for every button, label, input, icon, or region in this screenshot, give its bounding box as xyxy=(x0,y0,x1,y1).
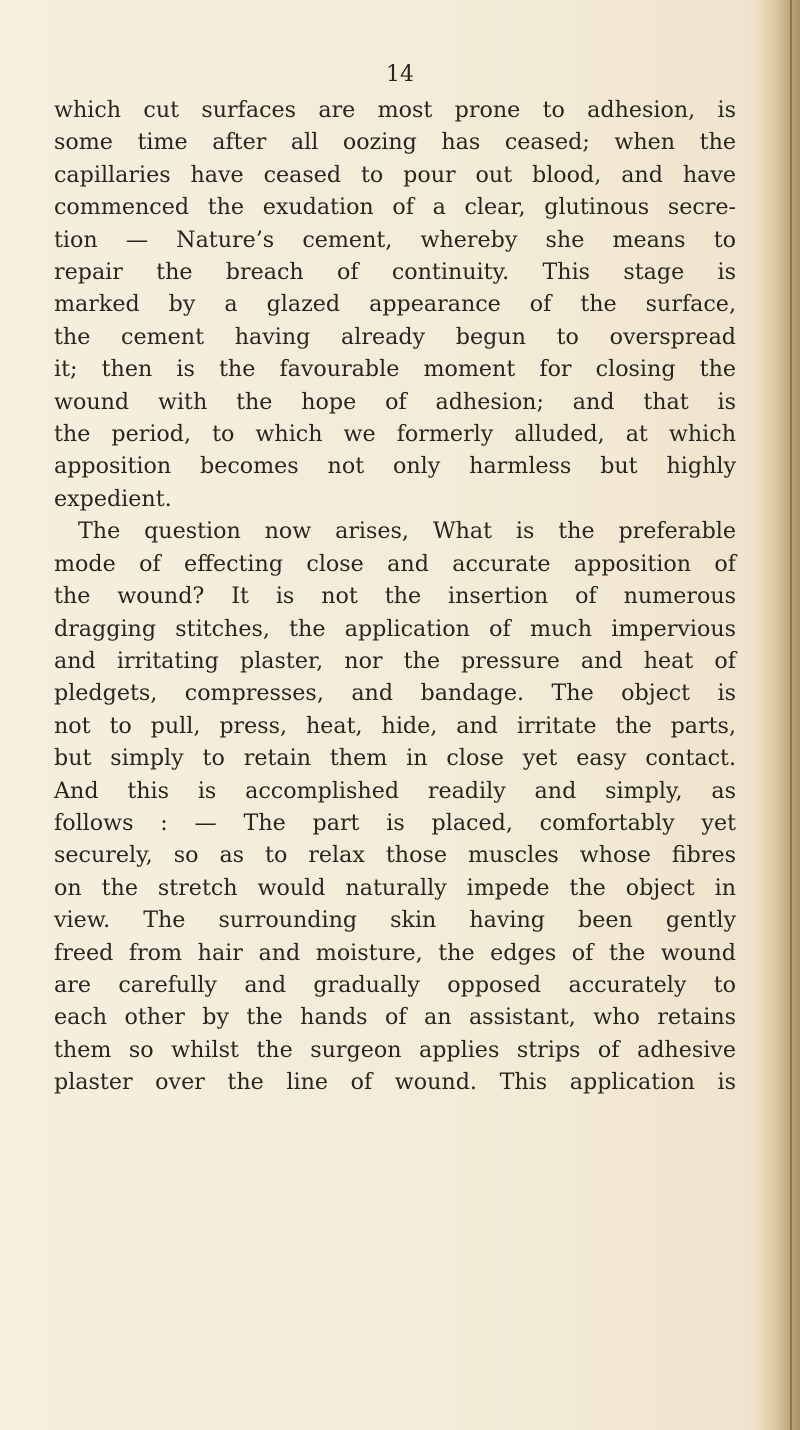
text-line: follows : — The part is placed, comfortably yet xyxy=(54,809,736,836)
text-line: apposition becomes not only harmless but highly xyxy=(54,453,736,480)
text-line: which cut surfaces are most prone to adhesion, is xyxy=(54,97,736,123)
text-line: marked by a glazed appearance of the surface, xyxy=(54,291,736,318)
text-line: the cement having already begun to overspread xyxy=(54,323,736,350)
text-line: tion — Nature’s cement, whereby she means to xyxy=(54,226,736,253)
text-line: plaster over the line of wound. This application is xyxy=(54,1069,736,1096)
text-line: mode of effecting close and accurate apposition of xyxy=(54,550,736,577)
text-line: capillaries have ceased to pour out blood, and have xyxy=(54,161,736,188)
body-text xyxy=(54,94,736,1099)
text-line: it; then is the favourable moment for closing the xyxy=(54,356,736,383)
text-line: the period, to which we formerly alluded, at which xyxy=(54,421,736,448)
text-line: each other by the hands of an assistant, who retains xyxy=(54,1004,736,1031)
text-line: view. The surrounding skin having been gently xyxy=(54,907,736,934)
text-line: some time after all oozing has ceased; when the xyxy=(54,129,736,156)
page-edge-shadow xyxy=(758,0,800,1430)
page-number: 14 xyxy=(386,62,414,87)
text-line: are carefully and gradually opposed accurately to xyxy=(54,971,736,998)
text-line: but simply to retain them in close yet easy contact. xyxy=(54,745,736,772)
text-line: the wound? It is not the insertion of numerous xyxy=(54,583,736,610)
paragraph-start-line: The question now arises, What is the preferable xyxy=(78,518,736,545)
text-line: commenced the exudation of a clear, glutinous secre- xyxy=(54,194,736,221)
text-line: not to pull, press, heat, hide, and irritate the parts, xyxy=(54,712,736,739)
text-line: repair the breach of continuity. This stage is xyxy=(54,259,736,286)
text-line: and irritating plaster, nor the pressure and heat of xyxy=(54,647,736,674)
text-line: freed from hair and moisture, the edges of the wound xyxy=(54,939,736,966)
text-line: pledgets, compresses, and bandage. The object is xyxy=(54,680,736,707)
text-line: them so whilst the surgeon applies strips of adhesive xyxy=(54,1036,736,1063)
text-line: And this is accomplished readily and simply, as xyxy=(54,777,736,804)
text-line: securely, so as to relax those muscles whose fibres xyxy=(54,842,736,869)
paragraph-end-line: expedient. xyxy=(54,485,172,512)
page-edge-line xyxy=(790,0,792,1430)
text-line: on the stretch would naturally impede the object in xyxy=(54,874,736,901)
text-line: wound with the hope of adhesion; and that is xyxy=(54,388,736,415)
text-line: dragging stitches, the application of much impervious xyxy=(54,615,736,642)
